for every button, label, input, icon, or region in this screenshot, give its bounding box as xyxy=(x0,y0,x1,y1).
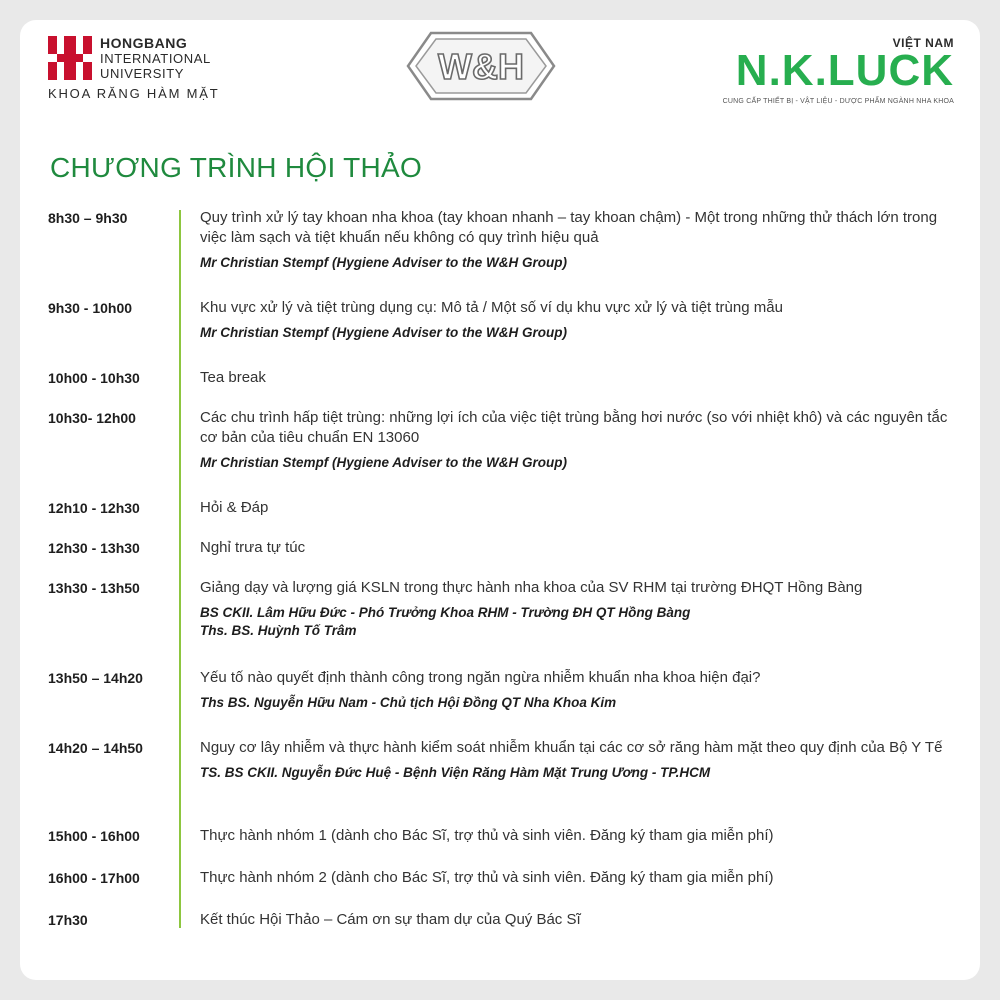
schedule-description: Hỏi & Đáp xyxy=(200,499,269,516)
schedule-time: 14h20 – 14h50 xyxy=(48,740,143,756)
schedule-content xyxy=(200,408,950,472)
schedule-speaker: Ths. BS. Huỳnh Tố Trâm xyxy=(200,623,357,638)
schedule-content xyxy=(200,298,950,342)
hongbang-mark-icon xyxy=(48,36,92,80)
schedule-time: 16h00 - 17h00 xyxy=(48,870,140,886)
page-title: CHƯƠNG TRÌNH HỘI THẢO xyxy=(50,152,423,183)
nkluck-brand: N.K.LUCK xyxy=(735,46,954,95)
schedule-description: Nghỉ trưa tự túc xyxy=(200,539,306,556)
schedule-time: 15h00 - 16h00 xyxy=(48,828,140,844)
hongbang-line1: HONGBANG xyxy=(100,35,188,51)
schedule-content xyxy=(200,668,950,712)
schedule-speaker: Mr Christian Stempf (Hygiene Adviser to the W&H Group) xyxy=(200,325,568,340)
schedule-time: 10h00 - 10h30 xyxy=(48,370,140,386)
schedule-time: 10h30- 12h00 xyxy=(48,410,136,426)
schedule-speaker: Ths BS. Nguyễn Hữu Nam - Chủ tịch Hội Đồng QT Nha Khoa Kim xyxy=(200,695,617,710)
schedule-description: Giảng dạy và lượng giá KSLN trong thực hành nha khoa của SV RHM tại trường ĐHQT Hồng Bàng xyxy=(200,579,863,596)
hongbang-line2: INTERNATIONAL xyxy=(100,51,211,66)
schedule-time: 17h30 xyxy=(48,912,88,928)
schedule-content xyxy=(200,538,950,558)
schedule-description: Tea break xyxy=(200,369,266,386)
schedule-time: 13h50 – 14h20 xyxy=(48,670,143,686)
schedule-speaker: BS CKII. Lâm Hữu Đức - Phó Trưởng Khoa RHM - Trường ĐH QT Hồng Bàng xyxy=(200,605,691,620)
schedule-description: Các chu trình hấp tiệt trùng: những lợi ích của việc tiệt trùng bằng hơi nước (so với nhiệt khô) và các nguyên tắc cơ bản của tiêu chuẩn EN 13060 xyxy=(200,409,948,446)
schedule-time: 9h30 - 10h00 xyxy=(48,300,133,316)
nkluck-logo xyxy=(714,34,954,114)
hongbang-department: KHOA RĂNG HÀM MẶT xyxy=(48,86,220,101)
schedule-description: Quy trình xử lý tay khoan nha khoa (tay khoan nhanh – tay khoan chậm) - Một trong những thử thách lớn trong việc làm sạch và tiệt khuẩn nếu không có quy trình hiệu quả xyxy=(200,209,938,246)
schedule-speaker: TS. BS CKII. Nguyễn Đức Huệ - Bệnh Viện Răng Hàm Mặt Trung Ương - TP.HCM xyxy=(200,765,711,780)
hongbang-line3: UNIVERSITY xyxy=(100,66,185,81)
schedule-description: Kết thúc Hội Thảo – Cám ơn sự tham dự của Quý Bác Sĩ xyxy=(200,911,581,928)
schedule-time: 8h30 – 9h30 xyxy=(48,210,128,226)
schedule-description: Khu vực xử lý và tiệt trùng dụng cụ: Mô tả / Một số ví dụ khu vực xử lý và tiệt trùng mẫu xyxy=(200,299,783,316)
schedule-description: Nguy cơ lây nhiễm và thực hành kiểm soát nhiễm khuẩn tại các cơ sở răng hàm mặt theo quy định của Bộ Y Tế xyxy=(200,739,943,756)
wh-logo-icon xyxy=(405,30,557,102)
svg-text:W&H: W&H xyxy=(438,46,524,87)
schedule-speaker: Mr Christian Stempf (Hygiene Adviser to the W&H Group) xyxy=(200,455,568,470)
schedule-content xyxy=(200,208,950,272)
schedule-content xyxy=(200,910,950,930)
schedule-divider xyxy=(179,210,181,928)
schedule-description: Thực hành nhóm 2 (dành cho Bác Sĩ, trợ thủ và sinh viên. Đăng ký tham gia miễn phí) xyxy=(200,869,774,886)
schedule-content xyxy=(200,868,950,888)
nkluck-tagline: CUNG CẤP THIẾT BỊ - VẬT LIỆU - DƯỢC PHẨM NGÀNH NHA KHOA xyxy=(722,98,954,105)
program-card xyxy=(20,20,980,980)
schedule-description: Thực hành nhóm 1 (dành cho Bác Sĩ, trợ thủ và sinh viên. Đăng ký tham gia miễn phí) xyxy=(200,827,774,844)
schedule-description: Yếu tố nào quyết định thành công trong ngăn ngừa nhiễm khuẩn nha khoa hiện đại? xyxy=(200,669,761,686)
schedule-content xyxy=(200,498,950,518)
schedule-content xyxy=(200,368,950,388)
schedule-time: 13h30 - 13h50 xyxy=(48,580,140,596)
schedule-content xyxy=(200,738,950,782)
schedule-speaker: Mr Christian Stempf (Hygiene Adviser to the W&H Group) xyxy=(200,255,568,270)
schedule-time: 12h30 - 13h30 xyxy=(48,540,140,556)
hongbang-wordmark xyxy=(100,36,211,81)
nkluck-country: VIỆT NAM xyxy=(892,36,954,50)
schedule-time: 12h10 - 12h30 xyxy=(48,500,140,516)
schedule-content xyxy=(200,826,950,846)
schedule-content xyxy=(200,578,950,640)
